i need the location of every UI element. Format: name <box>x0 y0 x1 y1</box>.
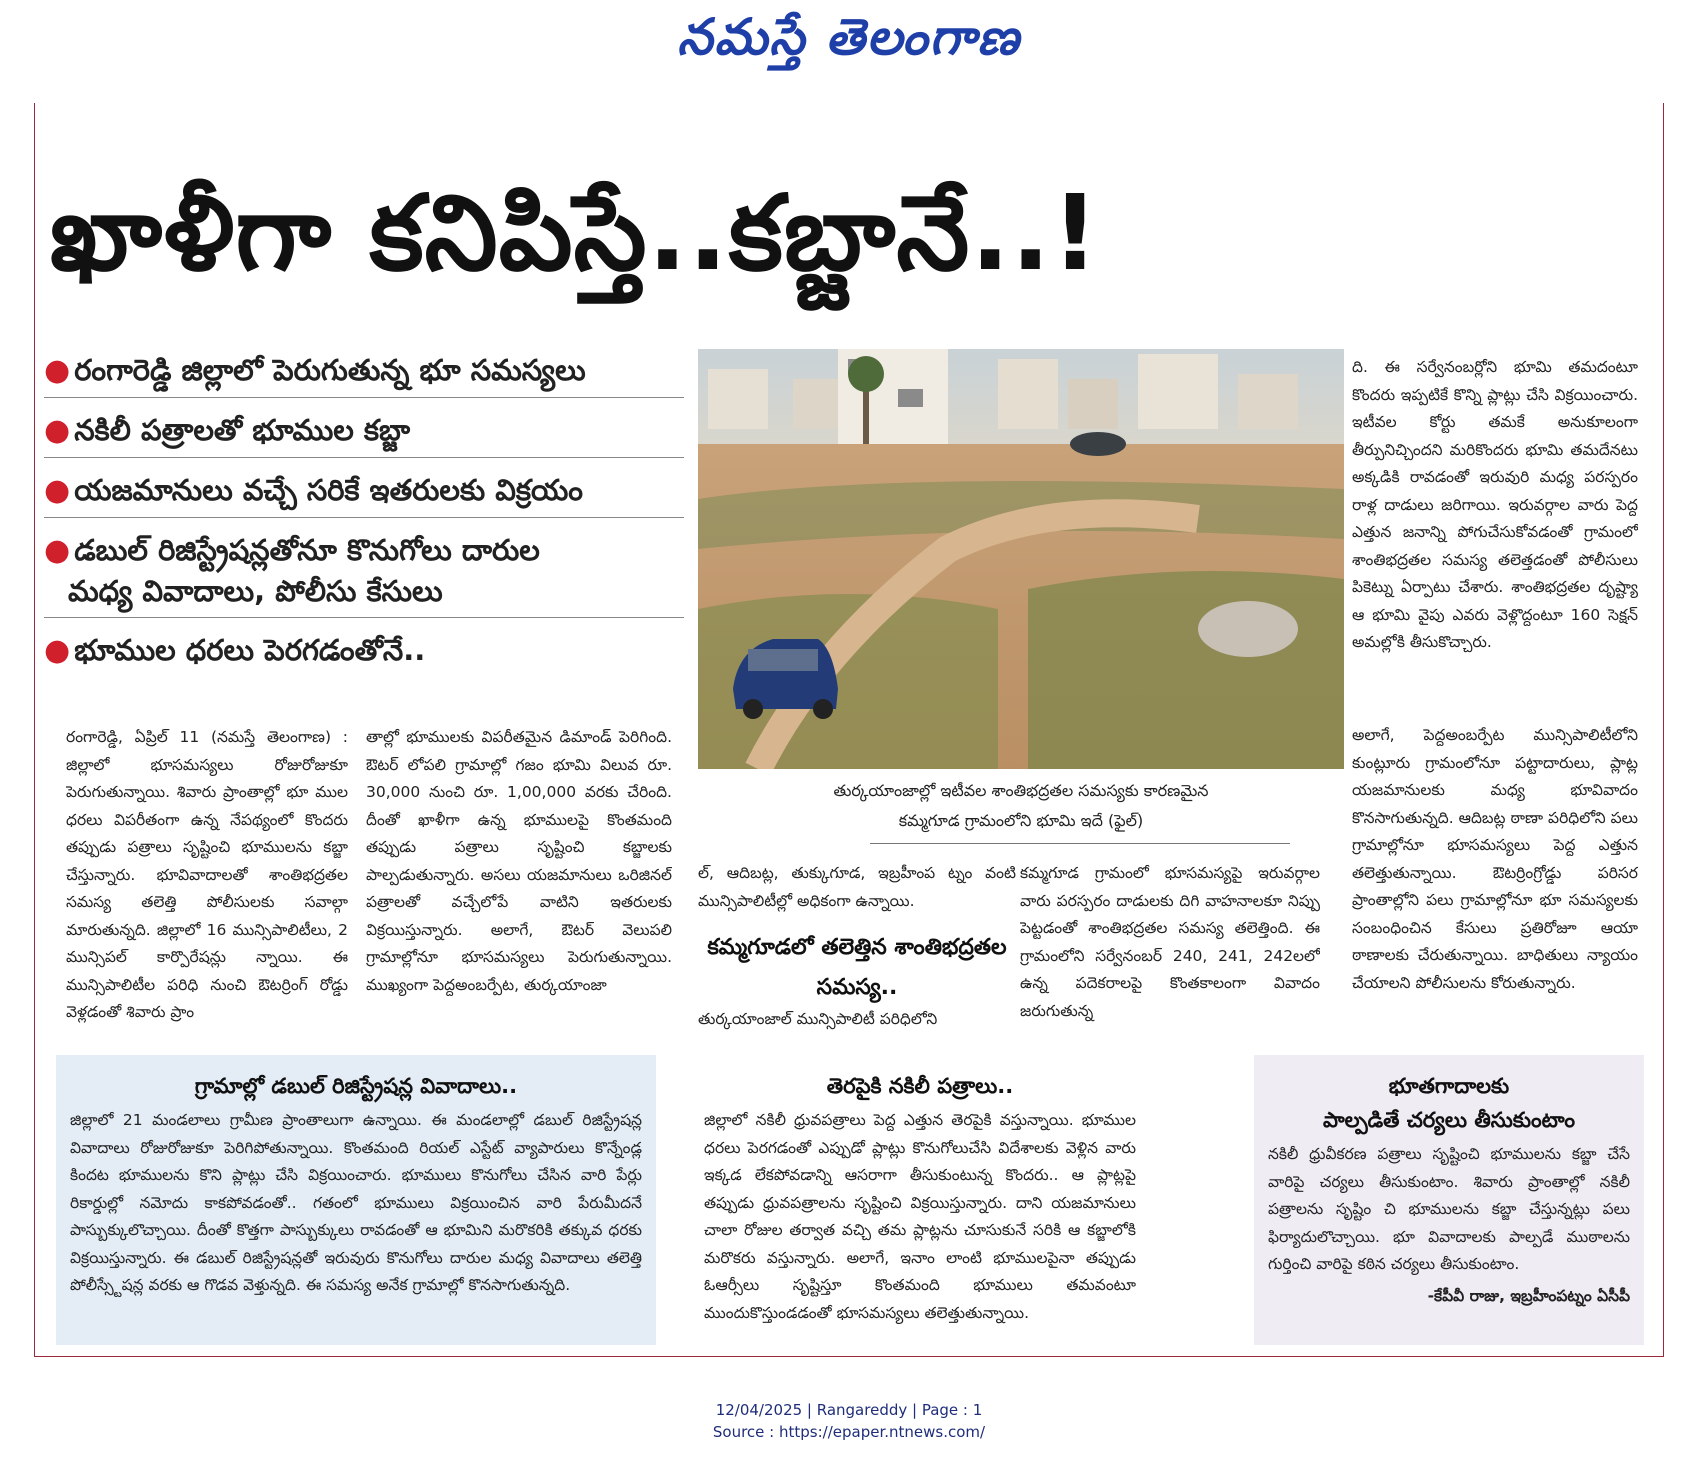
box-quote <box>1254 1055 1644 1345</box>
article-column-2: తాల్లో భూములకు విపరీతమైన డిమాండ్ పెరిగింది. ఔటర్ లోపలి గ్రామాల్లో గజం భూమి విలువ రూ. 30,000 నుంచి రూ. 1,00,000 వరకు చేరింది. దీంతో ఖాళీగా ఉన్న భూములపై కొంతమంది తప్పుడు పత్రాలు సృష్టించి కబ్జాలకు పాల్పడుతున్నారు. అసలు యజమానులు ఒరిజినల్ పత్రాలతో వచ్చేలోపే వాటిని ఇతరులకు విక్రయిస్తున్నారు. అలాగే, ఔటర్ వెలుపలి గ్రామాల్లోనూ భూసమస్యలు పెరుగుతున్నాయి. ముఖ్యంగా పెద్దఅంబర్పేట, తుర్కయాంజా <box>366 728 672 994</box>
box-text: జిల్లాలో నకిలీ ధ్రువపత్రాలు పెద్ద ఎత్తున తెరపైకి వస్తున్నాయి. భూముల ధరలు పెరగడంతో ఎప్పుడో ప్లాట్లు కొనుగోలుచేసి విదేశాలకు వెళ్లిన వారు ఇక్కడ లేకపోవడాన్ని ఆసరాగా తీసుకుంటున్న కొందరు.. ఆ ప్లాట్లపై తప్పుడు ధ్రువపత్రాలను సృష్టించి విక్రయిస్తున్నారు. దాని యజమానులు చాలా రోజుల తర్వాత వచ్చి తమ ప్లాట్లను చూసుకునే సరికి ఆ కబ్జాలోకి మరొకరు వస్తున్నారు. అలాగే, ఇనాం లాంటి భూములపైనా తప్పుడు ఓఆర్సీలు సృష్టిస్తూ కొంతమంది భూములు తమవంటూ ముందుకొస్తుండడంతో భూసమస్యలు తలెత్తుతున్నాయి. <box>704 1111 1136 1322</box>
article-photo <box>698 349 1344 769</box>
masthead: నమస్తే తెలంగాణ <box>677 8 1021 66</box>
article-column-5: ది. ఈ సర్వేనంబర్లోని భూమి తమదంటూ కొందరు ఇప్పటికే కొన్ని ప్లాట్లు చేసి విక్రయించారు. ఇటీవల కోర్టు తమకే అనుకూలంగా తీర్పునిచ్చిందని మరికొందరు భూమి తమదేనటు అక్కడికి రావడంతో ఇరువురి మధ్య పరస్పరం రాళ్ల దాడులు జరిగాయి. ఇరువర్గాల వారు పెద్ద ఎత్తున జనాన్ని పోగుచేసుకోవడంతో గ్రామంలో శాంతిభద్రతల సమస్య తలెత్తడంతో పోలీసులు పికెట్ను ఏర్పాటు చేశారు. శాంతిభద్రతల దృష్ట్యా ఆ భూమి వైపు ఎవరు వెళ్లొద్దంటూ 160 సెక్షన్ అమల్లోకి తీసుకొచ్చారు. <box>1352 358 1638 651</box>
bullet-dot-icon: ● <box>44 533 71 568</box>
photo-caption <box>698 776 1344 836</box>
bullet-text: రంగారెడ్డి జిల్లాలో పెరుగుతున్న భూ సమస్యలు <box>74 353 586 387</box>
article-column-4: కమ్మగూడ గ్రామంలో భూసమస్యపై ఇరువర్గాల వారు పరస్పరం దాడులకు దిగి వాహనాలకూ నిప్పు పెట్టడంతో శాంతిభద్రతల సమస్య తలెత్తింది. ఈ గ్రామంలోని సర్వేనంబర్ 240, 241, 242లలో ఉన్న పదెకరాలపై కొంతకాలంగా వివాదం జరుగుతున్న <box>1020 864 1320 1020</box>
headline: ఖాళీగా కనిపిస్తే..కబ్జానే..! <box>50 172 1100 294</box>
bullet-dot-icon: ● <box>44 473 71 508</box>
box-text: జిల్లాలో 21 మండలాలు గ్రామీణ ప్రాంతాలుగా ఉన్నాయి. ఈ మండలాల్లో డబుల్ రిజిస్ట్రేషన్ల వివాదాలు రోజురోజుకూ పెరిగిపోతున్నాయి. కొంతమంది రియల్ ఎస్టేట్ వ్యాపారులు కొన్నేండ్ల కిందట భూములను కొని ప్లాట్లు చేసి విక్రయించారు. భూములు కొనుగోలు చేసిన వారి పేర్లు రికార్డుల్లో నమోదు కాకపోవడంతో.. గతంలో భూములు విక్రయించిన వారి పేరుమీదనే పాస్బుక్కులొచ్చాయి. దీంతో కొత్తగా పాస్బుక్కులు రావడంతో ఆ భూమిని మరొకరికి తక్కువ ధరకు విక్రయిస్తున్నారు. ఈ డబుల్ రిజిస్ట్రేషన్లతో ఇరువురు కొనుగోలు దారుల మధ్య వివాదాలు తలెత్తి పోలీస్స్టేషన్ల వరకు ఆ గొడవ వెళ్తున్నది. ఈ సమస్య అనేక గ్రామాల్లో కొనసాగుతున్నది. <box>70 1111 642 1294</box>
box-title: గ్రామాల్లో డబుల్ రిజిస్ట్రేషన్ల వివాదాలు.. <box>194 1074 518 1098</box>
section-subheading: కమ్మగూడలో తలెత్తిన శాంతిభద్రతల సమస్య.. <box>707 935 1007 1000</box>
bullet-text: డబుల్ రిజిస్ట్రేషన్లతోనూ కొనుగోలు దారుల <box>74 533 540 567</box>
page-footer <box>0 1399 1698 1443</box>
photo-caption-line: తుర్కయాంజాల్లో ఇటీవల శాంతిభద్రతల సమస్యకు కారణమైన <box>833 781 1209 800</box>
bullet-text: యజమానులు వచ్చే సరికే ఇతరులకు విక్రయం <box>74 473 584 507</box>
footer-source-line: Source : https://epaper.ntnews.com/ <box>712 1423 986 1441</box>
bullet-item <box>44 410 684 458</box>
bullet-item <box>44 470 684 518</box>
bullet-dot-icon: ● <box>44 633 71 668</box>
article-column-3a: ల్, ఆదిబట్ల, తుక్కుగూడ, ఇబ్రహీంప ట్నం వంటి మున్సిపాలిటీల్లో అధికంగా ఉన్నాయి. <box>698 864 1016 910</box>
caption-divider <box>870 843 1290 844</box>
bullet-text: భూముల ధరలు పెరగడంతోనే.. <box>74 633 426 667</box>
box-fake-documents <box>700 1055 1140 1345</box>
article-column-1: రంగారెడ్డి, ఏప్రిల్ 11 (నమస్తే తెలంగాణ) : జిల్లాలో భూసమస్యలు రోజురోజుకూ పెరుగుతున్నాయి. శివారు ప్రాంతాల్లో భూ ముల ధరలు విపరీతంగా ఉన్న నేపథ్యంలో కొందరు తప్పుడు పత్రాలు సృష్టించి భూములను కబ్జా చేస్తున్నారు. భూవివాదాలతో శాంతిభద్రతల సమస్య తలెత్తి పోలీసులకు సవాల్గా మారుతున్నది. జిల్లాలో 16 మున్సిపాలిటీలు, 2 మున్సిపల్ కార్పొరేషన్లు న్నాయి. ఈ మున్సిపాలిటీల పరిధి నుంచి ఔటర్రింగ్ రోడ్డు వెళ్లడంతో శివారు ప్రాం <box>66 728 348 1021</box>
box-title: తెరపైకి నకిలీ పత్రాలు.. <box>826 1074 1014 1098</box>
bullet-list <box>44 350 684 689</box>
bullet-item <box>44 630 684 677</box>
photo-caption-line: కమ్మగూడ గ్రామంలోని భూమి ఇదే (ఫైల్) <box>898 811 1144 830</box>
bullet-text-continued: మధ్య వివాదాలు, పోలీసు కేసులు <box>68 574 443 608</box>
quote-signature: -కేపీవీ రాజు, ఇబ్రహీంపట్నం ఏసీపీ <box>1427 1286 1630 1305</box>
article-column-3b: తుర్కయాంజాల్ మున్సిపాలిటీ పరిధిలోని <box>698 1010 938 1028</box>
bullet-item <box>44 530 684 618</box>
bullet-item <box>44 350 684 398</box>
land-photo-illustration <box>698 349 1344 769</box>
article-column-5b: అలాగే, పెద్దఅంబర్పేట మున్సిపాలిటీలోని కుంట్లూరు గ్రామంలోనూ పట్టాదారులు, ప్లాట్ల యజమానులకు మధ్య భూవివాదం కొనసాగుతున్నది. ఆదిబట్ల ఠాణా పరిధిలోని పలు గ్రామాల్లోనూ భూసమస్యలు పెద్ద ఎత్తున తలెత్తుతున్నాయి. ఔటర్రింగ్రోడ్డు పరిసర ప్రాంతాల్లోని పలు గ్రామాల్లోనూ భూ సమస్యలకు సంబంధించిన కేసులు ప్రతిరోజూ ఆయా ఠాణాలకు చేరుతున్నాయి. బాధితులు న్యాయం చేయాలని పోలీసులను కోరుతున్నారు. <box>1352 726 1638 992</box>
box-text: నకిలీ ధ్రువీకరణ పత్రాలు సృష్టించి భూములను కబ్జా చేసే వారిపై చర్యలు తీసుకుంటాం. శివారు ప్రాంతాల్లో నకిలీ పత్రాలను సృష్టిం చి భూములను కబ్జా చేస్తున్నట్లు పలు ఫిర్యాదులొచ్చాయి. భూ వివాదాలకు పాల్పడే ముఠాలను గుర్తించి వారిపై కఠిన చర్యలు తీసుకుంటాం. <box>1268 1145 1630 1273</box>
box-title: పాల్పడితే చర్యలు తీసుకుంటాం <box>1322 1108 1575 1132</box>
bullet-dot-icon: ● <box>44 353 71 388</box>
bullet-dot-icon: ● <box>44 413 71 448</box>
box-double-registration <box>56 1055 656 1345</box>
box-title: భూతగాదాలకు <box>1388 1074 1510 1098</box>
bullet-text: నకిలీ పత్రాలతో భూముల కబ్జా <box>74 413 411 447</box>
footer-date-line: 12/04/2025 | Rangareddy | Page : 1 <box>715 1401 983 1419</box>
